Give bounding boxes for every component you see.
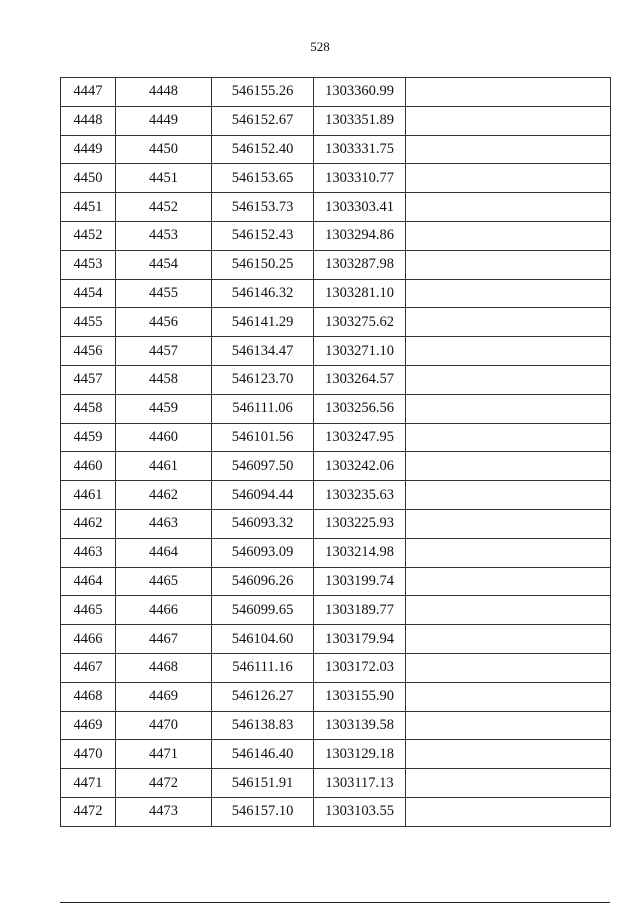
- cell-to-point: 4453: [116, 221, 212, 250]
- cell-to-point: 4468: [116, 653, 212, 682]
- cell-note: [406, 365, 611, 394]
- cell-to-point: 4449: [116, 106, 212, 135]
- cell-to-point: 4467: [116, 625, 212, 654]
- table-row: [61, 538, 611, 567]
- cell-note: [406, 308, 611, 337]
- cell-note: [406, 250, 611, 279]
- table-row: [61, 250, 611, 279]
- cell-x-coordinate: 546093.32: [212, 509, 314, 538]
- cell-to-point: 4456: [116, 308, 212, 337]
- cell-x-coordinate: 546152.67: [212, 106, 314, 135]
- cell-x-coordinate: 546146.40: [212, 740, 314, 769]
- cell-from-point: 4460: [61, 452, 116, 481]
- cell-x-coordinate: 546101.56: [212, 423, 314, 452]
- cell-from-point: 4454: [61, 279, 116, 308]
- cell-x-coordinate: 546099.65: [212, 596, 314, 625]
- cell-to-point: 4448: [116, 78, 212, 107]
- cell-to-point: 4454: [116, 250, 212, 279]
- cell-to-point: 4465: [116, 567, 212, 596]
- cell-x-coordinate: 546093.09: [212, 538, 314, 567]
- table-row: [61, 596, 611, 625]
- cell-y-coordinate: 1303242.06: [314, 452, 406, 481]
- cell-note: [406, 423, 611, 452]
- cell-y-coordinate: 1303271.10: [314, 337, 406, 366]
- cell-y-coordinate: 1303256.56: [314, 394, 406, 423]
- cell-note: [406, 78, 611, 107]
- cell-y-coordinate: 1303179.94: [314, 625, 406, 654]
- table-row: [61, 509, 611, 538]
- table-row: [61, 682, 611, 711]
- cell-y-coordinate: 1303247.95: [314, 423, 406, 452]
- cell-y-coordinate: 1303281.10: [314, 279, 406, 308]
- cell-from-point: 4462: [61, 509, 116, 538]
- cell-note: [406, 653, 611, 682]
- cell-from-point: 4447: [61, 78, 116, 107]
- cell-y-coordinate: 1303294.86: [314, 221, 406, 250]
- cell-x-coordinate: 546153.65: [212, 164, 314, 193]
- cell-note: [406, 221, 611, 250]
- cell-y-coordinate: 1303303.41: [314, 193, 406, 222]
- cell-note: [406, 682, 611, 711]
- table-row: [61, 711, 611, 740]
- cell-y-coordinate: 1303103.55: [314, 797, 406, 826]
- table-row: [61, 279, 611, 308]
- cell-to-point: 4452: [116, 193, 212, 222]
- cell-from-point: 4448: [61, 106, 116, 135]
- cell-from-point: 4464: [61, 567, 116, 596]
- cell-y-coordinate: 1303129.18: [314, 740, 406, 769]
- cell-note: [406, 394, 611, 423]
- cell-x-coordinate: 546155.26: [212, 78, 314, 107]
- cell-y-coordinate: 1303155.90: [314, 682, 406, 711]
- page-number: 528: [310, 39, 330, 54]
- table-row: [61, 78, 611, 107]
- table-row: [61, 308, 611, 337]
- cell-note: [406, 164, 611, 193]
- cell-from-point: 4451: [61, 193, 116, 222]
- cell-x-coordinate: 546111.16: [212, 653, 314, 682]
- cell-from-point: 4469: [61, 711, 116, 740]
- table-row: [61, 797, 611, 826]
- cell-note: [406, 567, 611, 596]
- cell-from-point: 4471: [61, 769, 116, 798]
- cell-from-point: 4456: [61, 337, 116, 366]
- cell-y-coordinate: 1303225.93: [314, 509, 406, 538]
- cell-y-coordinate: 1303287.98: [314, 250, 406, 279]
- table-row: [61, 567, 611, 596]
- cell-x-coordinate: 546141.29: [212, 308, 314, 337]
- table-row: [61, 135, 611, 164]
- table-row: [61, 740, 611, 769]
- cell-x-coordinate: 546150.25: [212, 250, 314, 279]
- cell-note: [406, 596, 611, 625]
- cell-to-point: 4460: [116, 423, 212, 452]
- cell-y-coordinate: 1303214.98: [314, 538, 406, 567]
- table-row: [61, 481, 611, 510]
- table-row: [61, 653, 611, 682]
- cell-to-point: 4461: [116, 452, 212, 481]
- cell-to-point: 4472: [116, 769, 212, 798]
- cell-y-coordinate: 1303331.75: [314, 135, 406, 164]
- cell-from-point: 4472: [61, 797, 116, 826]
- cell-from-point: 4468: [61, 682, 116, 711]
- table-row: [61, 625, 611, 654]
- cell-to-point: 4450: [116, 135, 212, 164]
- cell-from-point: 4453: [61, 250, 116, 279]
- cell-y-coordinate: 1303189.77: [314, 596, 406, 625]
- cell-to-point: 4459: [116, 394, 212, 423]
- cell-note: [406, 193, 611, 222]
- table-row: [61, 365, 611, 394]
- table-row: [61, 452, 611, 481]
- table-row: [61, 394, 611, 423]
- cell-to-point: 4457: [116, 337, 212, 366]
- footer-rule: [60, 902, 610, 903]
- cell-from-point: 4465: [61, 596, 116, 625]
- cell-from-point: 4470: [61, 740, 116, 769]
- cell-x-coordinate: 546126.27: [212, 682, 314, 711]
- cell-y-coordinate: 1303117.13: [314, 769, 406, 798]
- cell-note: [406, 337, 611, 366]
- cell-note: [406, 538, 611, 567]
- cell-x-coordinate: 546153.73: [212, 193, 314, 222]
- cell-to-point: 4464: [116, 538, 212, 567]
- cell-to-point: 4466: [116, 596, 212, 625]
- cell-to-point: 4451: [116, 164, 212, 193]
- cell-x-coordinate: 546151.91: [212, 769, 314, 798]
- cell-x-coordinate: 546123.70: [212, 365, 314, 394]
- cell-note: [406, 135, 611, 164]
- cell-y-coordinate: 1303360.99: [314, 78, 406, 107]
- cell-x-coordinate: 546096.26: [212, 567, 314, 596]
- cell-y-coordinate: 1303199.74: [314, 567, 406, 596]
- coordinates-table-body: [61, 78, 611, 827]
- cell-y-coordinate: 1303139.58: [314, 711, 406, 740]
- cell-note: [406, 481, 611, 510]
- cell-note: [406, 711, 611, 740]
- table-row: [61, 423, 611, 452]
- cell-x-coordinate: 546104.60: [212, 625, 314, 654]
- cell-y-coordinate: 1303275.62: [314, 308, 406, 337]
- cell-from-point: 4458: [61, 394, 116, 423]
- cell-x-coordinate: 546097.50: [212, 452, 314, 481]
- cell-to-point: 4473: [116, 797, 212, 826]
- table-row: [61, 769, 611, 798]
- cell-x-coordinate: 546094.44: [212, 481, 314, 510]
- cell-from-point: 4457: [61, 365, 116, 394]
- cell-from-point: 4461: [61, 481, 116, 510]
- cell-x-coordinate: 546138.83: [212, 711, 314, 740]
- cell-note: [406, 279, 611, 308]
- cell-to-point: 4458: [116, 365, 212, 394]
- cell-from-point: 4459: [61, 423, 116, 452]
- cell-note: [406, 625, 611, 654]
- table-row: [61, 164, 611, 193]
- cell-from-point: 4455: [61, 308, 116, 337]
- cell-y-coordinate: 1303235.63: [314, 481, 406, 510]
- cell-x-coordinate: 546152.43: [212, 221, 314, 250]
- cell-note: [406, 740, 611, 769]
- cell-to-point: 4462: [116, 481, 212, 510]
- cell-from-point: 4466: [61, 625, 116, 654]
- cell-y-coordinate: 1303310.77: [314, 164, 406, 193]
- cell-y-coordinate: 1303172.03: [314, 653, 406, 682]
- cell-to-point: 4471: [116, 740, 212, 769]
- cell-to-point: 4463: [116, 509, 212, 538]
- table-row: [61, 221, 611, 250]
- cell-note: [406, 106, 611, 135]
- cell-x-coordinate: 546152.40: [212, 135, 314, 164]
- cell-y-coordinate: 1303264.57: [314, 365, 406, 394]
- cell-from-point: 4467: [61, 653, 116, 682]
- cell-x-coordinate: 546157.10: [212, 797, 314, 826]
- cell-note: [406, 797, 611, 826]
- cell-from-point: 4463: [61, 538, 116, 567]
- coordinates-table: [60, 77, 611, 827]
- table-row: [61, 337, 611, 366]
- cell-y-coordinate: 1303351.89: [314, 106, 406, 135]
- cell-x-coordinate: 546134.47: [212, 337, 314, 366]
- cell-x-coordinate: 546146.32: [212, 279, 314, 308]
- cell-to-point: 4455: [116, 279, 212, 308]
- cell-note: [406, 452, 611, 481]
- cell-note: [406, 509, 611, 538]
- table-row: [61, 193, 611, 222]
- cell-from-point: 4452: [61, 221, 116, 250]
- cell-note: [406, 769, 611, 798]
- table-row: [61, 106, 611, 135]
- cell-to-point: 4470: [116, 711, 212, 740]
- cell-from-point: 4449: [61, 135, 116, 164]
- cell-x-coordinate: 546111.06: [212, 394, 314, 423]
- cell-from-point: 4450: [61, 164, 116, 193]
- cell-to-point: 4469: [116, 682, 212, 711]
